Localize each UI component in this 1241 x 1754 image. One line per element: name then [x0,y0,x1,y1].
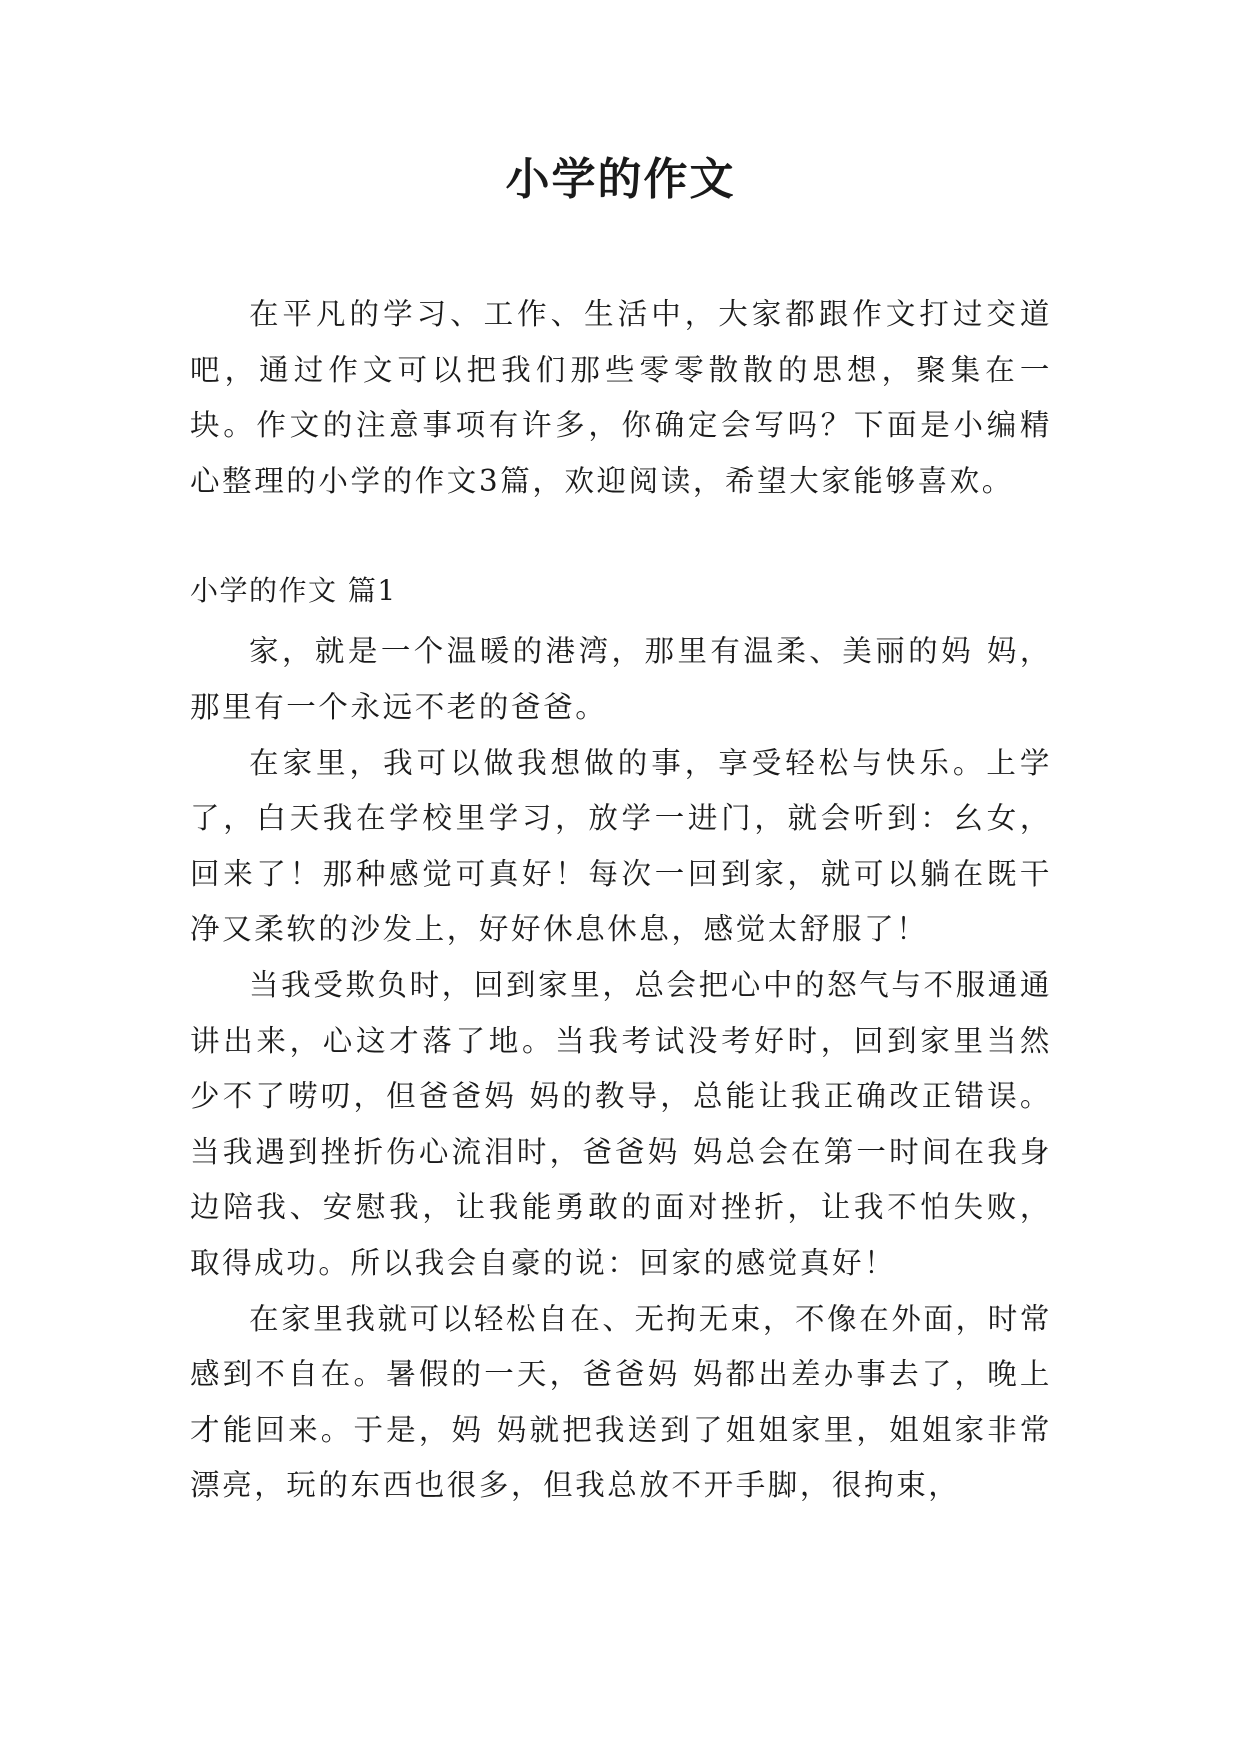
body-paragraph-2: 在家里，我可以做我想做的事，享受轻松与快乐。上学了，白天我在学校里学习，放学一进门，就会听到：幺女，回来了！那种感觉可真好！每次一回到家，就可以躺在既干净又柔软的沙发上，好好休息休息，感觉太舒服了！ [190,745,1052,947]
section-heading: 小学的作文 篇1 [190,574,397,608]
body-paragraph-3: 当我受欺负时，回到家里，总会把心中的怒气与不服通通讲出来，心这才落了地。当我考试没考好时，回到家里当然少不了唠叨，但爸爸妈 妈的教导，总能让我正确改正错误。当我遇到挫折伤心流泪时，爸爸妈 妈总会在第一时间在我身边陪我、安慰我，让我能勇敢的面对挫折，让我不怕失败，取得成功。所以我会自豪的说：回家的感觉真好！ [190,967,1052,1280]
body-paragraph-1: 家，就是一个温暖的港湾，那里有温柔、美丽的妈 妈，那里有一个永远不老的爸爸。 [190,634,1052,724]
document-body [190,287,1052,1514]
intro-paragraph: 在平凡的学习、工作、生活中，大家都跟作文打过交道吧，通过作文可以把我们那些零零散散的思想，聚集在一块。作文的注意事项有许多，你确定会写吗？下面是小编精心整理的小学的作文3篇，欢迎阅读，希望大家能够喜欢。 [190,297,1052,498]
body-paragraph-4: 在家里我就可以轻松自在、无拘无束，不像在外面，时常感到不自在。暑假的一天，爸爸妈 妈都出差办事去了，晚上才能回来。于是，妈 妈就把我送到了姐姐家里，姐姐家非常漂亮，玩的东西也很多，但我总放不开手脚，很拘束， [190,1301,1052,1503]
document-title: 小学的作文 [505,154,736,205]
